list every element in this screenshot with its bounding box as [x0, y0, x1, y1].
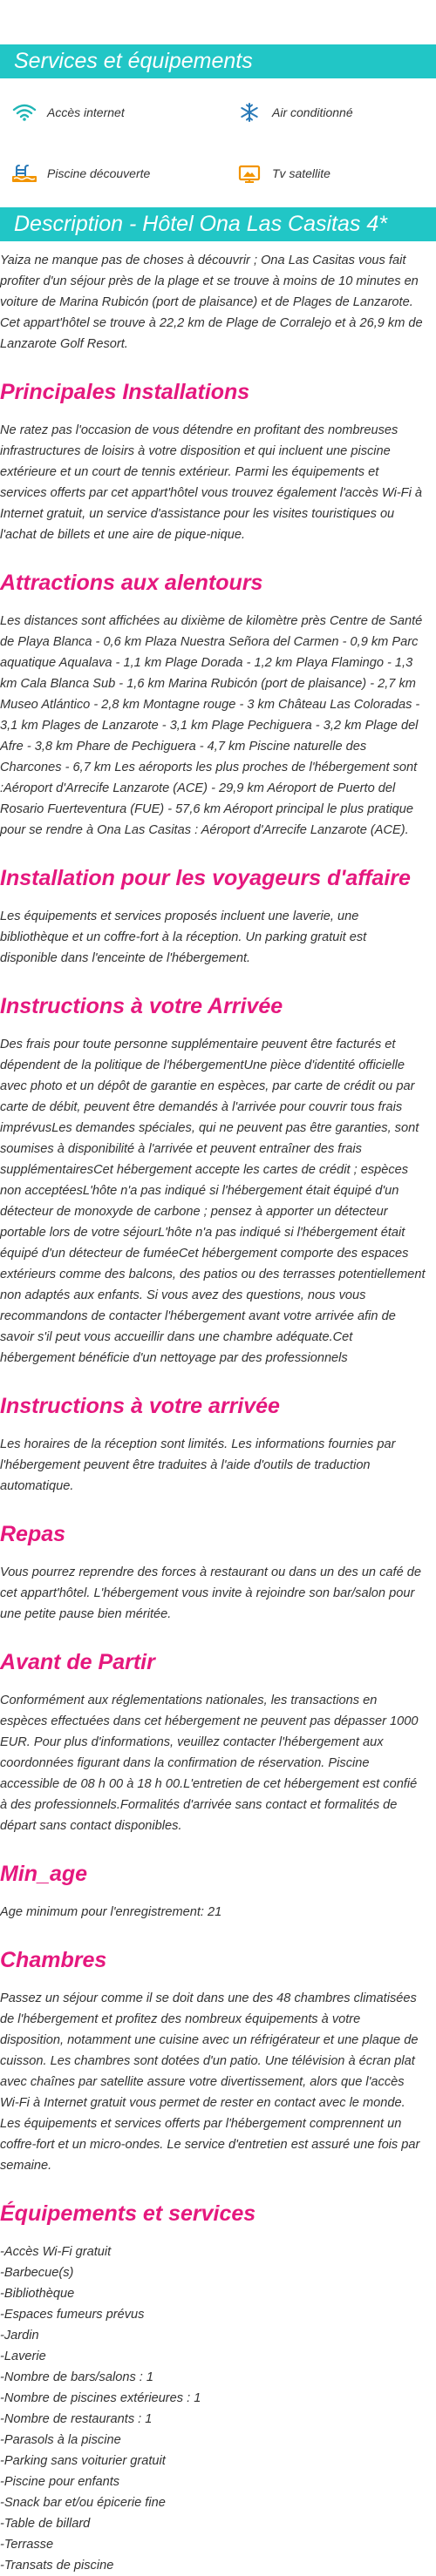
amenity-internet: [10, 102, 235, 123]
list-item: -Jardin: [0, 2329, 39, 2343]
list-item: -Parking sans voiturier gratuit: [0, 2454, 166, 2468]
amenities-grid: [0, 78, 436, 207]
amenity-label: Tv satellite: [272, 166, 330, 180]
section-heading-meals: Repas: [0, 1522, 66, 1546]
description-banner: [0, 207, 436, 241]
section-heading-arrival: Instructions à votre arrivée: [0, 1394, 280, 1418]
section-heading-installations: Principales Installations: [0, 380, 250, 404]
description-body: [0, 241, 436, 2576]
section-text-rooms: Passez un séjour comme il se doit dans une des 48 chambres climatisées de l'hébergement et profitez des nombreux équipements à votre disposition, notamment une cuisine avec un réfrigérateur et une plaque de cuisson. Les chambres sont dotées d'un patio. Une télévision à écran plat avec chaînes par satellite assure votre divertissement, alors que l'accès Wi-Fi à Internet gratuit vous permet de rester en contact avec le monde. Les équipements et services offerts par l'hébergement comprennent un coffre-fort et un micro-ondes. Le service d'entretien est assuré une fois par semaine.: [0, 1991, 420, 2173]
list-item: -Nombre de piscines extérieures : 1: [0, 2391, 201, 2405]
section-text-arrival-instructions: Des frais pour toute personne supplémentaire peuvent être facturés et dépendent de la politique de l'hébergementUne pièce d'identité officielle avec photo et un dépôt de garantie en espèces, par carte de crédit ou par carte de débit, peuvent être demandés à l'arrivée pour couvrir tous frais imprévusLes demandes spéciales, qui ne peuvent pas être garanties, sont soumises à disponibilité à l'arrivée et peuvent entraîner des frais supplémentairesCet hébergement accepte les cartes de crédit ; espèces non acceptéesL'hôte n'a pas indiqué si l'hébergement était équipé d'un détecteur de monoxyde de carbone ; pensez à apporter un détecteur portable lors de votre séjourL'hôte n'a pas indiqué si l'hébergement était équipé d'un détecteur de fuméeCet hébergement comporte des espaces extérieurs comme des balcons, des patios ou des terrasses potentiellement non adaptés aux enfants. Si vous avez des questions, nous vous recommandons de contacter l'hébergement avant votre arrivée afin de savoir s'il peut vous accueillir dans une chambre adéquate.Cet hébergement bénéficie d'un nettoyage par des professionnels: [0, 1038, 426, 1365]
list-item: -Nombre de restaurants : 1: [0, 2412, 153, 2426]
section-text-min-age: Age minimum pour l'enregistrement: 21: [0, 1905, 222, 1919]
amenity-label: Air conditionné: [272, 105, 353, 119]
section-heading-arrival-instructions: Instructions à votre Arrivée: [0, 994, 283, 1018]
section-heading-equipment: Équipements et services: [0, 2201, 256, 2226]
amenity-label: Piscine découverte: [47, 166, 151, 180]
list-item: -Transats de piscine: [0, 2559, 114, 2573]
description-intro: Yaiza ne manque pas de choses à découvrir ; Ona Las Casitas vous fait profiter d'un séjour près de la plage et se trouve à moins de 10 minutes en voiture de Marina Rubicón (port de plaisance) et de Plages de Lanzarote. Cet appart'hôtel se trouve à 22,2 km de Plage de Corralejo et à 26,9 km de Lanzarote Golf Resort.: [0, 254, 423, 351]
section-text-meals: Vous pourrez reprendre des forces à restaurant ou dans un des un café de cet appart'hôtel. L'hébergement vous invite à rejoindre son bar/salon pour une petite pause bien méritée.: [0, 1565, 421, 1621]
snowflake-icon: [235, 103, 262, 122]
list-item: -Terrasse: [0, 2538, 54, 2552]
amenity-pool: [10, 163, 235, 184]
services-title: Services et équipements: [14, 49, 253, 73]
section-heading-min-age: Min_age: [0, 1862, 88, 1886]
list-item: -Parasols à la piscine: [0, 2433, 121, 2447]
section-heading-business: Installation pour les voyageurs d'affaire: [0, 866, 411, 890]
wifi-icon: [10, 103, 37, 122]
section-text-business: Les équipements et services proposés incluent une laverie, une bibliothèque et un coffre-fort à la réception. Un parking gratuit est disponible dans l'enceinte de l'hébergement.: [0, 909, 367, 965]
list-item: -Accès Wi-Fi gratuit: [0, 2245, 112, 2259]
section-text-installations: Ne ratez pas l'occasion de vous détendre en profitant des nombreuses infrastructures de loisirs à votre disposition et qui incluent une piscine extérieure et un court de tennis extérieur. Parmi les équipements et services offerts par cet appart'hôtel vous trouvez également l'accès Wi-Fi à Internet gratuit, un service d'assistance pour les visites touristiques ou l'achat de billets et une aire de pique-nique.: [0, 423, 423, 542]
list-item: -Bibliothèque: [0, 2287, 75, 2301]
section-heading-attractions: Attractions aux alentours: [0, 571, 263, 595]
list-item: -Barbecue(s): [0, 2266, 74, 2280]
list-item: -Snack bar et/ou épicerie fine: [0, 2496, 166, 2510]
section-text-attractions: Les distances sont affichées au dixième de kilomètre près Centre de Santé de Playa Blanca - 0,6 km Plaza Nuestra Señora del Carmen - 0,9 km Parc aquatique Aqualava - 1,1 km Plage Dorada - 1,2 km Playa Flamingo - 1,3 km Cala Blanca Sub - 1,6 km Marina Rubicón (port de plaisance) - 2,7 km Museo Atlántico - 2,8 km Montagne rouge - 3 km Château Las Coloradas - 3,1 km Plages de Lanzarote - 3,1 km Plage Pechiguera - 3,2 km Plage del Afre - 3,8 km Phare de Pechiguera - 4,7 km Piscine naturelle des Charcones - 6,7 km Les aéroports les plus proches de l'hébergement sont :Aéroport d'Arrecife Lanzarote (ACE) - 29,9 km Aéroport de Puerto del Rosario Fuerteventura (FUE) - 57,6 km Aéroport principal le plus pratique pour se rendre à Ona Las Casitas : Aéroport d'Arrecife Lanzarote (ACE).: [0, 614, 423, 837]
list-item: -Espaces fumeurs prévus: [0, 2308, 145, 2322]
section-heading-departure: Avant de Partir: [0, 1650, 155, 1674]
list-item: -Nombre de bars/salons : 1: [0, 2370, 154, 2384]
amenity-tv: [235, 163, 436, 184]
amenity-air-conditioning: [235, 102, 436, 123]
section-heading-rooms: Chambres: [0, 1948, 107, 1972]
section-text-departure: Conformément aux réglementations nationales, les transactions en espèces effectuées dans cet hébergement ne peuvent pas dépasser 1000 EUR. Pour plus d'informations, veuillez contacter l'hébergement aux coordonnées figurant dans la confirmation de réservation. Piscine accessible de 08 h 00 à 18 h 00.L'entretien de cet hébergement est confié à des professionnels.Formalités d'arrivée sans contact et formalités de départ sans contact disponibles.: [0, 1694, 419, 1833]
tv-icon: [235, 164, 262, 183]
list-item: -Piscine pour enfants: [0, 2475, 120, 2489]
amenity-label: Accès internet: [47, 105, 125, 119]
pool-icon: [10, 164, 37, 183]
description-title: Description - Hôtel Ona Las Casitas 4*: [14, 212, 387, 236]
section-text-arrival: Les horaires de la réception sont limités. Les informations fournies par l'hébergement peuvent être traduites à l'aide d'outils de traduction automatique.: [0, 1437, 396, 1493]
list-item: -Table de billard: [0, 2517, 91, 2531]
list-item: -Laverie: [0, 2350, 46, 2363]
services-banner: [0, 44, 436, 78]
equipment-list: [0, 2241, 426, 2576]
